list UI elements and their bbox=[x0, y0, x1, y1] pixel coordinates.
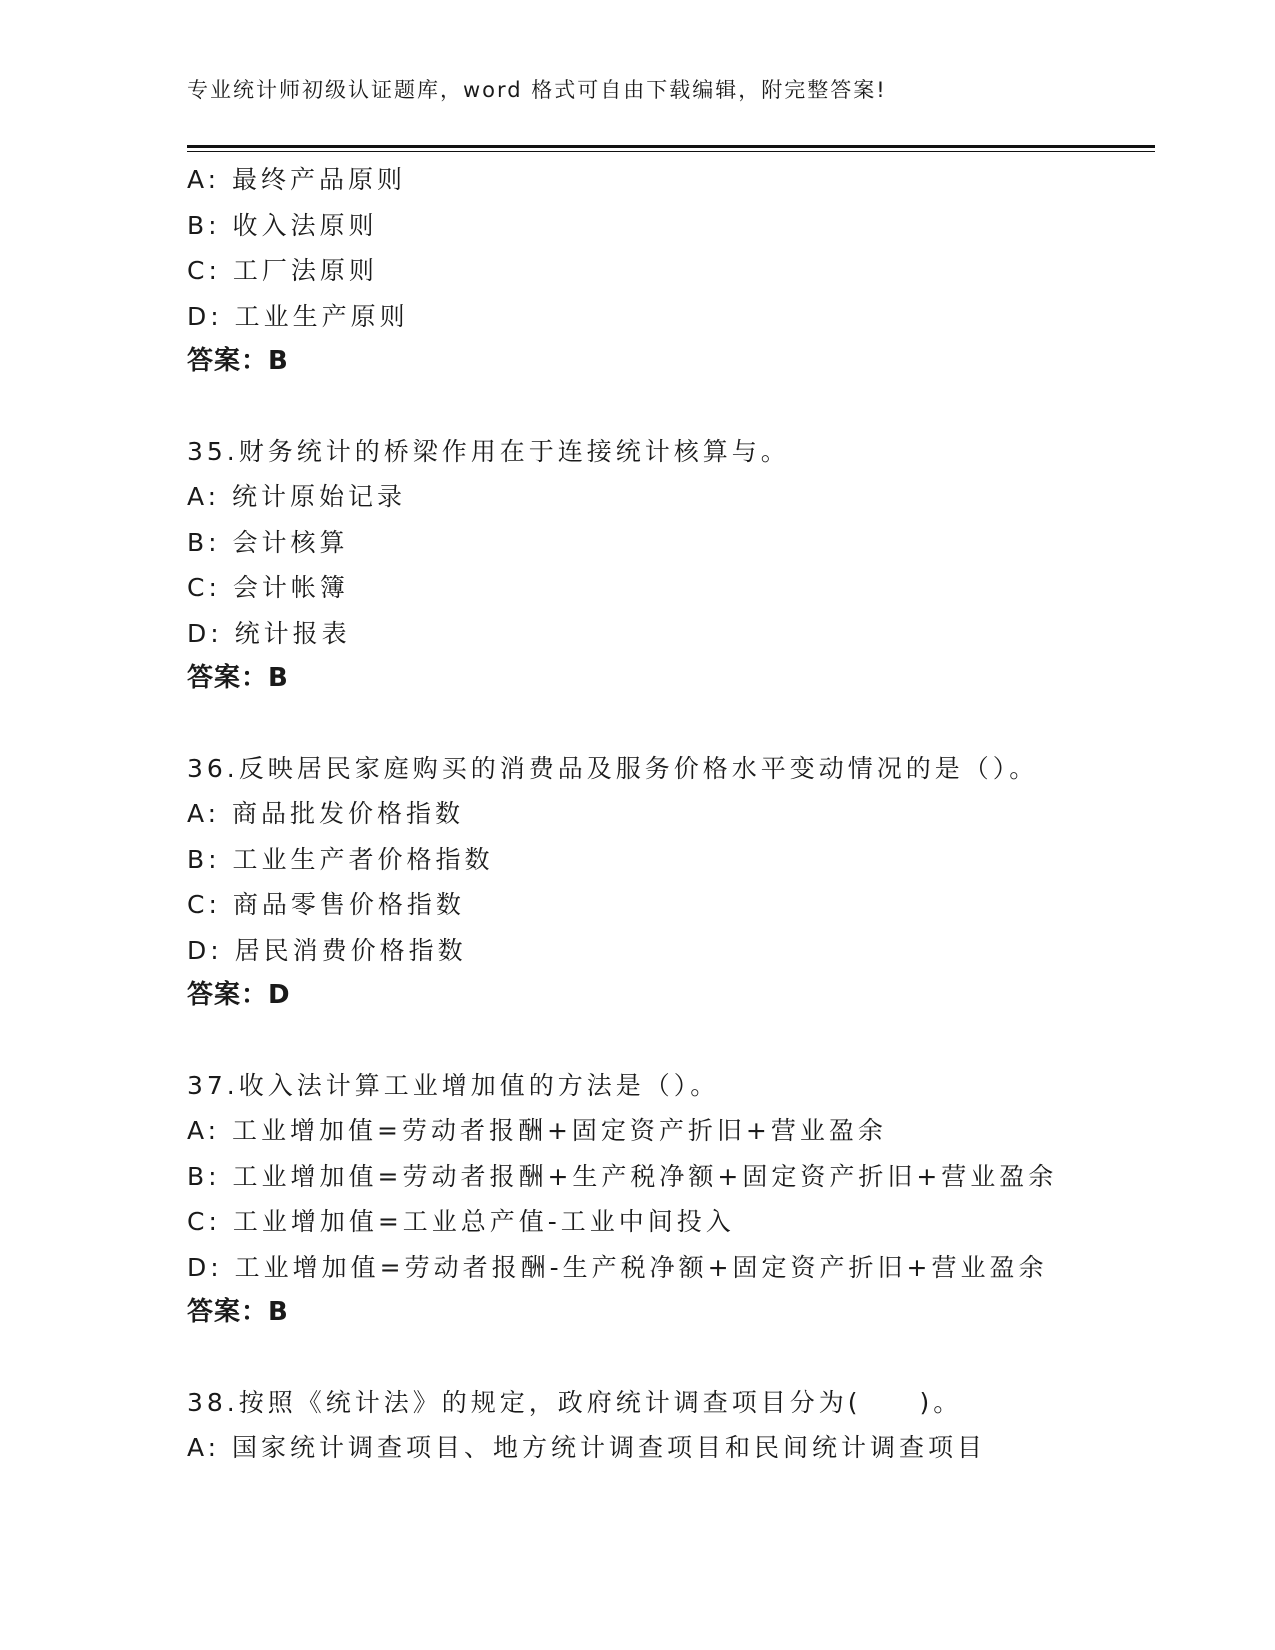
option-a: A: 统计原始记录 bbox=[187, 482, 407, 511]
question-block-35 bbox=[187, 429, 1187, 702]
answer-line: 答案：D bbox=[187, 980, 291, 1010]
option-d: D: 居民消费价格指数 bbox=[187, 935, 467, 965]
option-d: D: 工业增加值=劳动者报酬-生产税净额+固定资产折旧+营业盈余 bbox=[187, 1252, 1048, 1282]
page-header: 专业统计师初级认证题库，word 格式可自由下载编辑，附完整答案! bbox=[187, 78, 887, 102]
option-b: B: 收入法原则 bbox=[187, 210, 378, 240]
option-d: D: 统计报表 bbox=[187, 618, 351, 648]
option-b: B: 工业增加值=劳动者报酬+生产税净额+固定资产折旧+营业盈余 bbox=[187, 1161, 1058, 1191]
option-c: C: 会计帐簿 bbox=[187, 573, 349, 602]
header-divider-thick bbox=[187, 145, 1155, 148]
question-block-36 bbox=[187, 746, 1187, 1019]
question-stem: 36.反映居民家庭购买的消费品及服务价格水平变动情况的是（）。 bbox=[187, 753, 1039, 783]
document-body bbox=[187, 157, 1187, 1471]
question-stem: 37.收入法计算工业增加值的方法是（）。 bbox=[187, 1070, 720, 1100]
option-c: C: 工厂法原则 bbox=[187, 256, 378, 285]
option-b: B: 会计核算 bbox=[187, 527, 349, 557]
answer-line: 答案：B bbox=[187, 1297, 289, 1327]
question-stem: 38.按照《统计法》的规定，政府统计调查项目分为( )。 bbox=[187, 1387, 963, 1417]
option-a: A: 最终产品原则 bbox=[187, 165, 407, 194]
option-a: A: 商品批发价格指数 bbox=[187, 799, 465, 828]
option-b: B: 工业生产者价格指数 bbox=[187, 844, 494, 874]
option-a: A: 工业增加值=劳动者报酬+固定资产折旧+营业盈余 bbox=[187, 1116, 887, 1145]
question-stem: 35.财务统计的桥梁作用在于连接统计核算与。 bbox=[187, 436, 790, 466]
option-d: D: 工业生产原则 bbox=[187, 301, 409, 331]
option-c: C: 工业增加值=工业总产值-工业中间投入 bbox=[187, 1207, 735, 1236]
header-divider-thin bbox=[187, 151, 1155, 152]
question-block-38 bbox=[187, 1380, 1187, 1471]
option-a: A: 国家统计调查项目、地方统计调查项目和民间统计调查项目 bbox=[187, 1433, 987, 1462]
answer-line: 答案：B bbox=[187, 346, 289, 376]
question-block-37 bbox=[187, 1063, 1187, 1336]
answer-line: 答案：B bbox=[187, 663, 289, 693]
option-c: C: 商品零售价格指数 bbox=[187, 890, 465, 919]
question-block-34-tail bbox=[187, 157, 1187, 385]
